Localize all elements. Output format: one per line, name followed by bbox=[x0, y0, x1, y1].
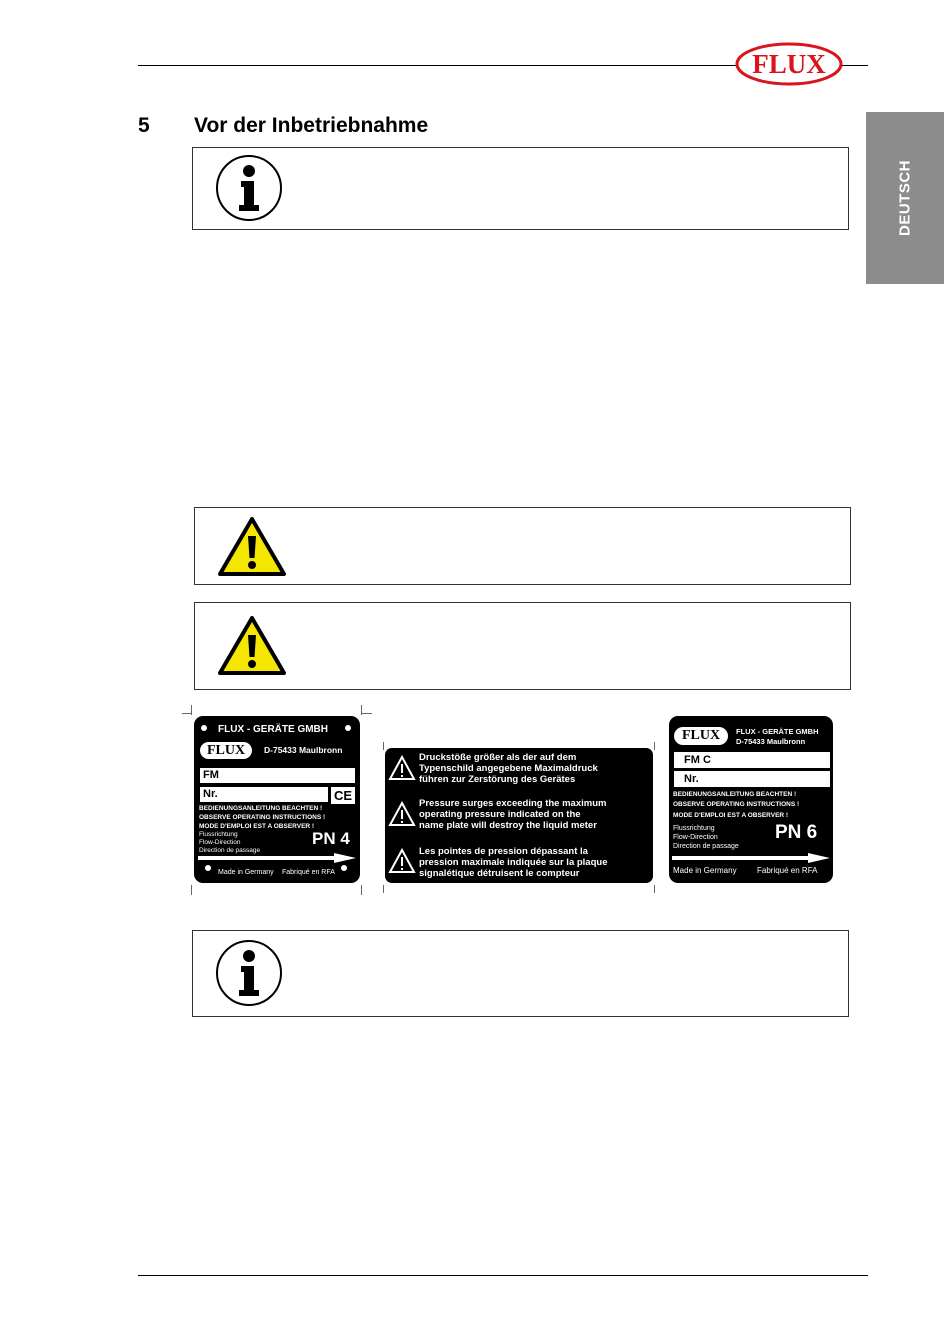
warning-text-fr: pression maximale indiquée sur la plaque bbox=[419, 857, 608, 868]
flux-logo bbox=[735, 42, 843, 86]
plate-model-field: FM bbox=[200, 768, 355, 783]
plate-note: MODE D'EMPLOI EST A OBSERVER ! bbox=[673, 812, 789, 819]
warning-text-de: Typenschild angegebene Maximaldruck bbox=[419, 763, 598, 774]
warning-text-fr: signalétique détruisent le compteur bbox=[419, 868, 580, 879]
plate-flow: Direction de passage bbox=[673, 843, 739, 850]
crop-mark bbox=[361, 885, 362, 895]
crop-mark bbox=[362, 713, 372, 714]
plate-flow: Flussrichtung bbox=[673, 825, 715, 832]
info-icon bbox=[215, 154, 283, 222]
warning-text-en: operating pressure indicated on the bbox=[419, 809, 581, 820]
nameplate-fmc bbox=[669, 716, 833, 883]
warning-icon bbox=[217, 516, 287, 578]
plate-note: BEDIENUNGSANLEITUNG BEACHTEN ! bbox=[673, 791, 797, 798]
crop-mark bbox=[654, 885, 655, 893]
plate-flow: Flow-Direction bbox=[199, 839, 241, 846]
footer-rule bbox=[138, 1275, 868, 1276]
warning-notice-box bbox=[194, 602, 851, 690]
crop-mark bbox=[654, 742, 655, 750]
warning-text-de: Druckstöße größer als der auf dem bbox=[419, 752, 577, 763]
info-icon bbox=[215, 939, 283, 1007]
nameplate-fm bbox=[194, 716, 360, 883]
plate-flow: Flow-Direction bbox=[673, 834, 718, 841]
warning-triangle-icon bbox=[388, 755, 416, 781]
language-tab-label: DEUTSCH bbox=[896, 159, 914, 237]
ce-mark: CE bbox=[331, 787, 355, 804]
warning-icon bbox=[217, 615, 287, 677]
plate-note: MODE D'EMPLOI EST A OBSERVER ! bbox=[199, 823, 315, 830]
plate-note: OBSERVE OPERATING INSTRUCTIONS ! bbox=[199, 814, 326, 821]
plate-made-in: Made in Germany bbox=[218, 869, 274, 876]
plate-fabrique: Fabriqué en RFA bbox=[282, 869, 335, 876]
plate-company: FLUX - GERÄTE GMBH bbox=[218, 724, 328, 735]
plate-address: D-75433 Maulbronn bbox=[736, 737, 806, 746]
plate-address: D-75433 Maulbronn bbox=[264, 745, 343, 755]
plate-note: OBSERVE OPERATING INSTRUCTIONS ! bbox=[673, 801, 800, 808]
plate-pn: PN 6 bbox=[775, 822, 818, 843]
flow-arrow-icon bbox=[198, 853, 356, 863]
plate-company: FLUX - GERÄTE GMBH bbox=[736, 727, 819, 736]
rivet-icon bbox=[200, 724, 208, 732]
section-number: 5 bbox=[138, 114, 150, 137]
info-notice-box bbox=[192, 930, 849, 1017]
crop-mark bbox=[383, 885, 384, 893]
plate-logo: FLUX bbox=[674, 727, 728, 745]
plate-model-field: FM C bbox=[674, 752, 830, 768]
info-notice-box bbox=[192, 147, 849, 230]
nameplate-warning bbox=[385, 748, 653, 883]
rivet-icon bbox=[344, 724, 352, 732]
warning-text-de: führen zur Zerstörung des Gerätes bbox=[419, 774, 576, 785]
plate-made-in: Made in Germany bbox=[673, 866, 737, 875]
flow-arrow-icon bbox=[672, 853, 830, 863]
rivet-icon bbox=[340, 864, 348, 872]
section-title: Vor der Inbetriebnahme bbox=[194, 114, 429, 137]
plate-fabrique: Fabriqué en RFA bbox=[757, 866, 818, 875]
language-tab bbox=[866, 112, 944, 284]
plate-note: BEDIENUNGSANLEITUNG BEACHTEN ! bbox=[199, 805, 323, 812]
warning-triangle-icon bbox=[388, 801, 416, 827]
warning-text-en: name plate will destroy the liquid meter bbox=[419, 820, 597, 831]
crop-mark bbox=[383, 742, 384, 750]
rivet-icon bbox=[204, 864, 212, 872]
plate-logo: FLUX bbox=[200, 742, 252, 759]
plate-flow: Flussrichtung bbox=[199, 831, 238, 838]
warning-triangle-icon bbox=[388, 848, 416, 874]
warning-notice-box bbox=[194, 507, 851, 585]
plate-nr-field: Nr. bbox=[674, 771, 830, 787]
crop-mark bbox=[182, 713, 192, 714]
svg-text:FLUX: FLUX bbox=[752, 49, 826, 79]
warning-text-fr: Les pointes de pression dépassant la bbox=[419, 846, 588, 857]
plate-pn: PN 4 bbox=[312, 829, 350, 848]
plate-flow: Direction de passage bbox=[199, 847, 261, 854]
warning-text-en: Pressure surges exceeding the maximum bbox=[419, 798, 607, 809]
crop-mark bbox=[191, 885, 192, 895]
plate-nr-field: Nr. bbox=[200, 787, 328, 802]
